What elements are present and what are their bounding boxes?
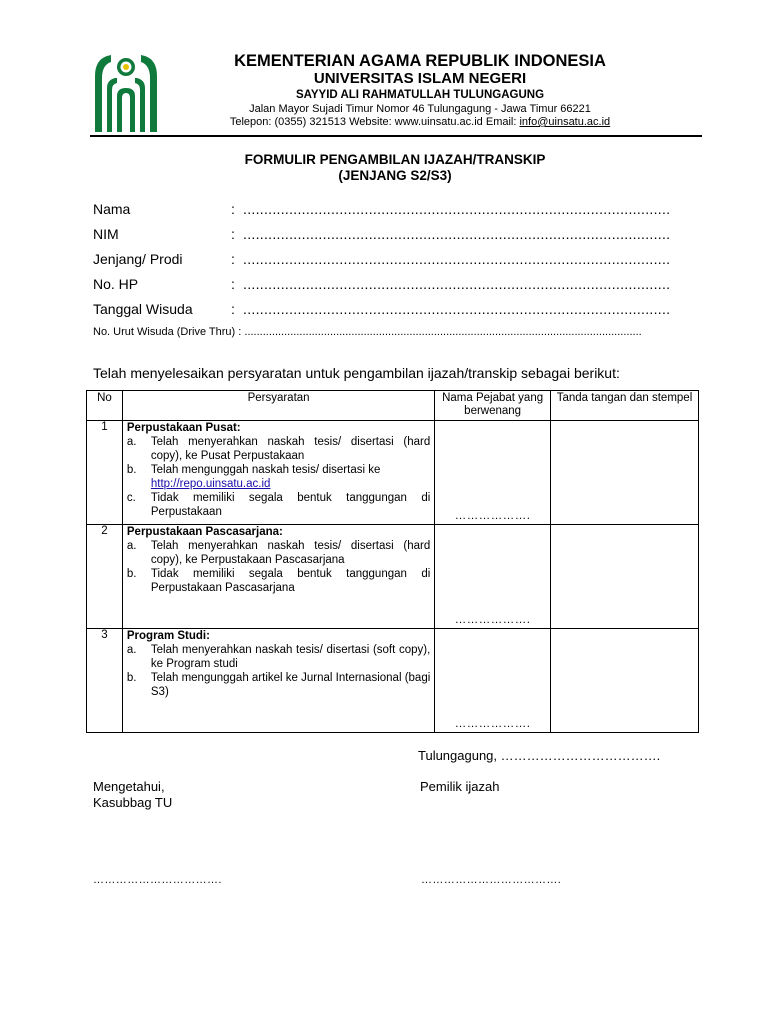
item-key: a. [126, 436, 137, 448]
signature-line-right[interactable]: ………………………………. [421, 874, 562, 886]
list-item [127, 539, 430, 567]
row-requirements [122, 525, 434, 629]
field-nim [93, 226, 703, 244]
table-header-row [87, 391, 699, 421]
field-no-hp [93, 276, 703, 294]
header-no: No [87, 391, 123, 421]
list-item [127, 435, 430, 463]
item-key: b. [126, 672, 137, 684]
signature-line-left[interactable]: ……………………………. [93, 874, 222, 886]
university-name: UNIVERSITAS ISLAM NEGERI [313, 70, 527, 87]
field-label: Jenjang/ Prodi [93, 251, 183, 267]
university-logo [93, 52, 159, 134]
section-title: Perpustakaan Pascasarjana: [126, 526, 283, 538]
place-date-line[interactable]: Tulungagung, ………………………………. [418, 748, 661, 763]
row-number: 1 [87, 421, 123, 525]
item-text: Telah menyerahkan naskah tesis/ disertasi (hard copy), ke Pusat Perpustakaan [150, 436, 431, 462]
header-divider [90, 135, 702, 137]
item-key: a. [126, 644, 137, 656]
field-colon: : [231, 301, 235, 317]
list-item [127, 491, 430, 519]
contact-prefix: Telepon: (0355) 321513 Website: www.uinsatu.ac.id Email: [229, 116, 520, 128]
item-text-with-link [151, 463, 430, 491]
signature-stamp-cell[interactable] [550, 525, 698, 629]
item-text: Telah menyerahkan naskah tesis/ disertasi (hard copy), ke Perpustakaan Pascasarjana [150, 540, 431, 566]
field-colon: : [231, 276, 235, 292]
item-text: Tidak memiliki segala bentuk tanggungan di Perpustakaan Pascasarjana [150, 568, 431, 594]
field-colon: : [231, 226, 235, 242]
item-key: b. [126, 568, 137, 580]
table-row [87, 629, 699, 733]
official-name-cell[interactable]: ………………. [435, 421, 551, 525]
contact-line [180, 116, 660, 128]
item-key: a. [126, 540, 137, 552]
owner-label: Pemilik ijazah [420, 779, 500, 794]
signature-stamp-cell[interactable] [550, 421, 698, 525]
official-name-cell[interactable]: ………………. [435, 629, 551, 733]
row-number: 2 [87, 525, 123, 629]
list-item [127, 643, 430, 671]
kasubbag-label: Kasubbag TU [93, 795, 173, 810]
header-nama-pejabat: Nama Pejabat yang berwenang [435, 391, 551, 421]
field-label: Tanggal Wisuda [93, 301, 193, 317]
section-title: Program Studi: [126, 630, 210, 642]
item-text: Telah menyerahkan naskah tesis/ disertasi (soft copy), ke Program studi [150, 644, 431, 670]
form-title: FORMULIR PENGAMBILAN IJAZAH/TRANSKIP [244, 152, 546, 167]
field-label: No. HP [93, 276, 139, 292]
list-item [127, 567, 430, 595]
header-tanda-tangan: Tanda tangan dan stempel [550, 391, 698, 421]
row-requirements [122, 629, 434, 733]
address: Jalan Mayor Sujadi Timur Nomor 46 Tulungagung - Jawa Timur 66221 [249, 103, 591, 115]
acknowledged-label: Mengetahui, [93, 779, 165, 794]
table-row [87, 525, 699, 629]
item-text: Telah mengunggah artikel ke Jurnal Internasional (bagi S3) [150, 672, 431, 698]
form-subtitle: (JENJANG S2/S3) [338, 168, 452, 183]
table-row [87, 421, 699, 525]
header-persyaratan: Persyaratan [122, 391, 434, 421]
requirements-table [86, 390, 699, 733]
item-key: b. [126, 464, 137, 476]
field-blank[interactable]: ...................................................................................................... [243, 226, 671, 242]
intro-text: Telah menyelesaikan persyaratan untuk pengambilan ijazah/transkip sebagai berikut: [93, 365, 620, 381]
list-item [127, 463, 430, 491]
item-text: Tidak memiliki segala bentuk tanggungan di Perpustakaan [150, 492, 431, 518]
official-name-cell[interactable]: ………………. [435, 525, 551, 629]
email-link[interactable]: info@uinsatu.ac.id [519, 116, 611, 128]
field-nama [93, 201, 703, 219]
ministry-name: KEMENTERIAN AGAMA REPUBLIK INDONESIA [234, 52, 606, 70]
item-text: Telah mengunggah naskah tesis/ disertasi ke [150, 464, 381, 476]
field-colon: : [231, 251, 235, 267]
item-key: c. [126, 492, 136, 504]
row-number: 3 [87, 629, 123, 733]
field-no-urut-wisuda[interactable]: No. Urut Wisuda (Drive Thru) : .................................................................................................................................. [93, 326, 642, 338]
row-requirements [122, 421, 434, 525]
repo-link[interactable]: http://repo.uinsatu.ac.id [150, 478, 271, 490]
university-subname: SAYYID ALI RAHMATULLAH TULUNGAGUNG [295, 89, 545, 101]
field-blank[interactable]: ...................................................................................................... [243, 251, 671, 267]
field-label: NIM [93, 226, 119, 242]
field-blank[interactable]: ...................................................................................................... [243, 301, 671, 317]
field-label: Nama [93, 201, 131, 217]
field-colon: : [231, 201, 235, 217]
field-tanggal-wisuda [93, 301, 703, 319]
signature-stamp-cell[interactable] [550, 629, 698, 733]
section-title: Perpustakaan Pusat: [126, 422, 241, 434]
field-blank[interactable]: ...................................................................................................... [243, 201, 671, 217]
field-jenjang-prodi [93, 251, 703, 269]
field-blank[interactable]: ...................................................................................................... [243, 276, 671, 292]
list-item [127, 671, 430, 699]
